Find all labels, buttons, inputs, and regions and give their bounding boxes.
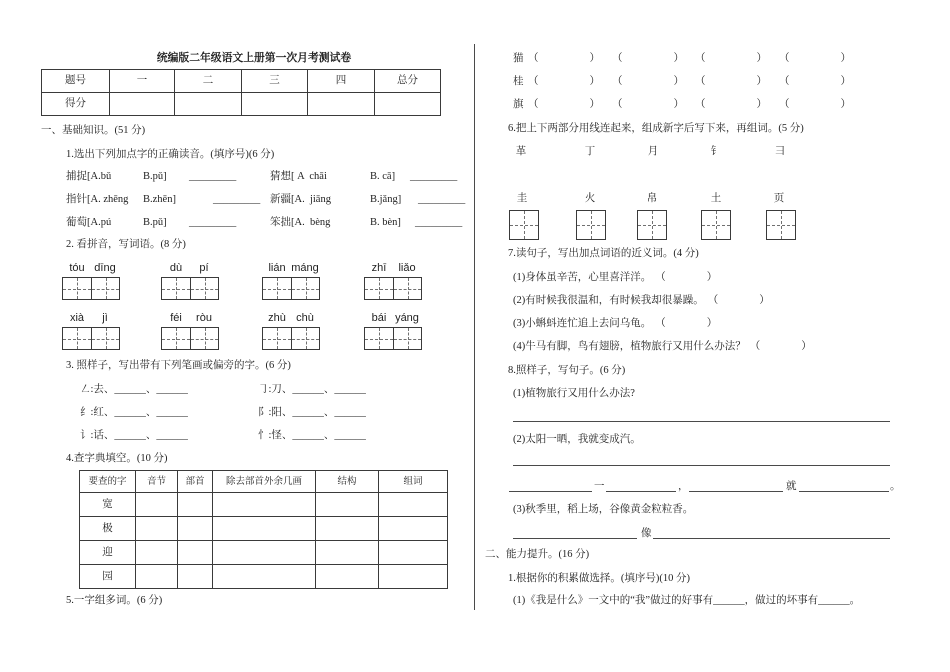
dictionary-header-row (80, 471, 448, 493)
writing-cell (162, 278, 190, 299)
q6-top-part: 钅 (710, 146, 722, 157)
dictionary-blank-cell (316, 493, 379, 517)
q6-answer-box (766, 210, 796, 240)
answer-parentheses (612, 98, 684, 112)
score-blank-cell (110, 93, 175, 116)
paren-open: （ (695, 53, 706, 64)
dictionary-blank-cell (379, 541, 448, 565)
q1-option-b: B. bèn] (370, 217, 401, 228)
score-header-cell: 总分 (375, 70, 441, 93)
q4-prompt: 4.查字典填空。(10 分) (66, 453, 168, 464)
dictionary-table-body (80, 471, 448, 589)
q6-top-part: 丁 (584, 146, 596, 157)
dictionary-header-cell: 部首 (178, 471, 213, 493)
q8-answer-line-2 (513, 465, 890, 466)
q1-option-a: 捕捉[A.bǔ (66, 171, 112, 182)
paren-open: （ (528, 53, 539, 64)
paren-close: ） (706, 272, 718, 283)
answer-parentheses (695, 52, 767, 66)
q8-prompt: 8.照样子，写句子。(6 分) (508, 365, 626, 376)
pinyin-syllable: máng (291, 262, 319, 274)
q3-item: 讠:话、______、______ (80, 430, 188, 441)
q7-sentence-text: (2)有时候我很温和，有时候我却很暴躁。 (513, 295, 704, 306)
writing-cell (767, 211, 795, 239)
q1-option-a: 葡萄[A.pú (66, 217, 112, 228)
answer-parentheses (612, 75, 684, 89)
q8-fill-word: 一 (594, 481, 605, 492)
paren-open: （ (707, 295, 719, 306)
paren-close: ） (840, 76, 851, 87)
q8-fill-line (799, 491, 889, 492)
q8-fill-line (689, 491, 783, 492)
q6-answer-box (701, 210, 731, 240)
score-blank-cell (308, 93, 375, 116)
paren-close: ） (759, 295, 770, 306)
dictionary-blank-cell (379, 493, 448, 517)
pinyin-syllable: féi (170, 312, 182, 324)
q6-top-part: 革 (515, 146, 527, 157)
q5-char: 旗 (513, 99, 524, 110)
paren-open: （ (749, 341, 761, 352)
q6-top-part: 月 (647, 146, 659, 157)
q6-top-part: 彐 (774, 146, 786, 157)
part2-heading: 二、能力提升。(16 分) (485, 549, 590, 560)
q6-answer-box (637, 210, 667, 240)
q1-option-a: 指针[A. zhēng (66, 194, 129, 205)
q8-fill-word: 像 (641, 528, 652, 539)
answer-parentheses (779, 75, 851, 89)
q1-answer-blank: _________ (189, 217, 237, 228)
lookup-char: 宽 (80, 493, 136, 517)
answer-parentheses (528, 52, 600, 66)
q7-sentence-text: (4)牛马有脚，鸟有翅膀，植物旅行又用什么办法？ (513, 341, 746, 352)
q2-prompt: 2. 看拼音，写词语。(8 分) (66, 239, 186, 250)
pinyin-syllable: dīng (94, 262, 116, 274)
dictionary-blank-cell (178, 565, 213, 589)
answer-parentheses (695, 98, 767, 112)
pinyin-syllable: yáng (395, 312, 419, 324)
paren-close: ） (706, 318, 718, 329)
q1-option-a: 笨拙[A. bèng (270, 217, 331, 228)
writing-cell (365, 328, 393, 349)
score-blank-cell (375, 93, 441, 116)
q8-fill-line (606, 491, 676, 492)
dictionary-blank-cell (316, 541, 379, 565)
q3-item: 阝:阳、______、______ (258, 407, 366, 418)
q1-answer-blank: _________ (418, 194, 466, 205)
score-table-header-row (42, 70, 441, 93)
q3-item: ㇆:刀、______、______ (258, 384, 366, 395)
dictionary-blank-cell (178, 541, 213, 565)
pinyin-syllable: pí (199, 262, 209, 274)
score-table-score-row (42, 93, 441, 116)
q8-example-2: (2)太阳一晒，我就变成汽。 (513, 434, 641, 445)
pinyin-writing-box (62, 327, 120, 350)
paren-close: ） (589, 99, 600, 110)
q8-fill-word: ， (678, 481, 689, 492)
dictionary-blank-cell (316, 517, 379, 541)
paren-open: （ (612, 99, 623, 110)
writing-cell (162, 328, 190, 349)
writing-cell (190, 328, 218, 349)
writing-cell (393, 278, 421, 299)
answer-parentheses (612, 52, 684, 66)
dictionary-blank-cell (213, 493, 316, 517)
q7-sentence-text: (3)小蝌蚪连忙追上去问乌龟。 (513, 318, 652, 329)
q7-sentence (513, 271, 717, 285)
dictionary-header-cell: 结构 (316, 471, 379, 493)
paren-close: ） (589, 53, 600, 64)
q3-prompt: 3. 照样子，写出带有下列笔画或偏旁的字。(6 分) (66, 360, 291, 371)
writing-cell (263, 328, 291, 349)
pinyin-writing-box (161, 327, 219, 350)
paren-close: ） (673, 53, 684, 64)
paren-open: （ (779, 53, 790, 64)
q6-answer-box (509, 210, 539, 240)
score-table-body (42, 70, 441, 116)
pinyin-writing-box (161, 277, 219, 300)
q8-example-1: (1)植物旅行又用什么办法? (513, 388, 635, 399)
dictionary-blank-cell (136, 517, 178, 541)
writing-cell (291, 278, 319, 299)
q7-sentence-text: (1)身体虽辛苦，心里喜洋洋。 (513, 272, 652, 283)
q5-char: 桂 (513, 76, 524, 87)
paren-open: （ (695, 99, 706, 110)
score-header-cell: 二 (175, 70, 242, 93)
dictionary-blank-cell (136, 493, 178, 517)
dictionary-row (80, 565, 448, 589)
dictionary-header-cell: 组词 (379, 471, 448, 493)
dictionary-blank-cell (379, 517, 448, 541)
dictionary-blank-cell (136, 565, 178, 589)
writing-cell (63, 278, 91, 299)
q7-prompt: 7.读句子，写出加点词语的近义词。(4 分) (508, 248, 699, 259)
dictionary-blank-cell (316, 565, 379, 589)
q1-answer-blank: _________ (410, 171, 458, 182)
paren-open: （ (655, 318, 666, 329)
writing-cell (510, 211, 538, 239)
dictionary-blank-cell (379, 565, 448, 589)
answer-parentheses (779, 98, 851, 112)
lookup-char: 园 (80, 565, 136, 589)
writing-cell (263, 278, 291, 299)
answer-parentheses (655, 271, 717, 285)
score-row-label: 得分 (42, 93, 110, 116)
q8-fill-line (653, 538, 890, 539)
dictionary-blank-cell (213, 517, 316, 541)
pinyin-writing-box (262, 327, 320, 350)
pinyin-syllable: xià (69, 312, 85, 324)
pinyin-syllable: tóu (69, 262, 85, 274)
q6-answer-box (576, 210, 606, 240)
paren-close: ） (801, 341, 812, 352)
score-header-cell: 题号 (42, 70, 110, 93)
dictionary-row (80, 493, 448, 517)
score-blank-cell (242, 93, 308, 116)
writing-cell (702, 211, 730, 239)
paren-close: ） (756, 99, 767, 110)
paren-open: （ (695, 76, 706, 87)
q5-char: 猫 (513, 53, 524, 64)
q6-bottom-part: 火 (584, 193, 596, 204)
q1-prompt: 1.选出下列加点字的正确读音。(填序号)(6 分) (66, 149, 275, 160)
dictionary-row (80, 517, 448, 541)
score-table (41, 69, 441, 116)
q1-option-b: B. cā] (370, 171, 396, 182)
paren-close: ） (756, 53, 767, 64)
column-divider (474, 44, 475, 610)
dictionary-header-cell: 除去部首外余几画 (213, 471, 316, 493)
writing-cell (91, 278, 119, 299)
q6-prompt: 6.把上下两部分用线连起来，组成新字后写下来，再组词。(5 分) (508, 123, 804, 134)
q1-option-b: B.pǔ] (143, 171, 167, 182)
q7-sentence (513, 317, 717, 331)
answer-parentheses (528, 98, 600, 112)
answer-parentheses (779, 52, 851, 66)
q8-fill-line (509, 491, 592, 492)
q1-option-a: 新疆[A. jiāng (270, 194, 331, 205)
paren-close: ） (673, 76, 684, 87)
q1-option-b: B.jǎng] (370, 194, 402, 205)
q8-example-3: (3)秋季里，稻上场，谷像黄金粒粒香。 (513, 504, 694, 515)
writing-cell (577, 211, 605, 239)
pinyin-writing-box (62, 277, 120, 300)
answer-parentheses (750, 340, 812, 354)
answer-parentheses (708, 294, 770, 308)
paren-close: ） (840, 99, 851, 110)
pinyin-writing-box (262, 277, 320, 300)
score-header-cell: 三 (242, 70, 308, 93)
pinyin-writing-box (364, 277, 422, 300)
paren-open: （ (612, 76, 623, 87)
part2-q1-prompt: 1.根据你的积累做选择。(填序号)(10 分) (508, 573, 690, 584)
dictionary-header-cell: 音节 (136, 471, 178, 493)
pinyin-syllable: zhī (371, 262, 387, 274)
dictionary-blank-cell (213, 541, 316, 565)
pinyin-writing-box (364, 327, 422, 350)
q8-fill-word: 。 (890, 481, 901, 492)
q1-answer-blank: _________ (213, 194, 261, 205)
paren-close: ） (589, 76, 600, 87)
pinyin-syllable: ròu (196, 312, 212, 324)
pinyin-syllable: dù (169, 262, 183, 274)
q3-item: 忄:怪、______、______ (258, 430, 366, 441)
writing-cell (190, 278, 218, 299)
part1-heading: 一、基础知识。(51 分) (41, 125, 146, 136)
writing-cell (291, 328, 319, 349)
q6-bottom-part: 页 (773, 193, 785, 204)
pinyin-syllable: jì (102, 312, 108, 324)
lookup-char: 迎 (80, 541, 136, 565)
writing-cell (393, 328, 421, 349)
exam-title: 统编版二年级语文上册第一次月考测试卷 (156, 52, 352, 64)
writing-cell (365, 278, 393, 299)
q1-answer-blank: _________ (189, 171, 237, 182)
paren-open: （ (528, 99, 539, 110)
paren-open: （ (612, 53, 623, 64)
score-blank-cell (175, 93, 242, 116)
q5-prompt: 5.一字组多词。(6 分) (66, 595, 163, 606)
dictionary-blank-cell (178, 517, 213, 541)
pinyin-syllable: bái (371, 312, 387, 324)
pinyin-syllable: liǎo (398, 262, 416, 274)
dictionary-row (80, 541, 448, 565)
q1-answer-blank: _________ (415, 217, 463, 228)
paren-open: （ (655, 272, 666, 283)
paren-open: （ (528, 76, 539, 87)
paren-close: ） (840, 53, 851, 64)
answer-parentheses (655, 317, 717, 331)
q1-option-b: B.pǔ] (143, 217, 167, 228)
q1-option-b: B.zhēn] (143, 194, 176, 205)
writing-cell (638, 211, 666, 239)
writing-cell (91, 328, 119, 349)
q6-bottom-part: 帛 (646, 193, 658, 204)
pinyin-syllable: chù (296, 312, 314, 324)
answer-parentheses (695, 75, 767, 89)
dictionary-blank-cell (178, 493, 213, 517)
q6-bottom-part: 圭 (516, 193, 528, 204)
score-header-cell: 四 (308, 70, 375, 93)
q8-answer-line-1 (513, 421, 890, 422)
pinyin-syllable: zhù (268, 312, 286, 324)
q7-sentence (513, 340, 812, 354)
dictionary-header-cell: 要查的字 (80, 471, 136, 493)
q6-bottom-part: 土 (710, 193, 722, 204)
dictionary-blank-cell (136, 541, 178, 565)
q8-fill-line (513, 538, 637, 539)
dictionary-blank-cell (213, 565, 316, 589)
q1-option-a: 猜想[ A chāi (270, 171, 327, 182)
part2-q1-item1: (1)《我是什么》一文中的“我”做过的好事有______，做过的坏事有______。 (513, 595, 861, 606)
paren-open: （ (779, 99, 790, 110)
score-header-cell: 一 (110, 70, 175, 93)
dictionary-table (79, 470, 448, 589)
writing-cell (63, 328, 91, 349)
pinyin-syllable: lián (268, 262, 286, 274)
q3-item: 纟:红、______、______ (80, 407, 188, 418)
q7-sentence (513, 294, 770, 308)
q8-fill-word: 就 (786, 481, 797, 492)
lookup-char: 极 (80, 517, 136, 541)
paren-open: （ (779, 76, 790, 87)
paren-close: ） (673, 99, 684, 110)
q3-item: ㇜:去、______、______ (80, 384, 188, 395)
paren-close: ） (756, 76, 767, 87)
answer-parentheses (528, 75, 600, 89)
